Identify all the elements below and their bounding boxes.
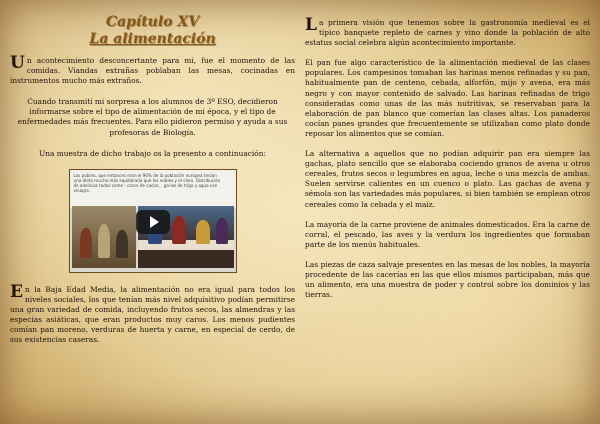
left-column	[10, 0, 295, 345]
drop-cap: U	[10, 53, 25, 73]
play-button[interactable]	[136, 210, 170, 234]
video-embed[interactable]	[69, 169, 237, 273]
middle-ages-text: n la Baja Edad Media, la alimentación no era igual para todos los niveles sociales, los que tenían más nivel adquisitivo podían permitirse una gran variedad de comida, incluyendo frutos secos, las almendras y las especias asiáticas, que eran productos muy caros. Los menos pudientes comían pan moreno, verduras de huerta y carne, en especial de cerdo, de sus existencias caseras.	[10, 284, 295, 345]
right-column	[305, 0, 590, 300]
bread-paragraph: El pan fue algo característico de la alimentación medieval de las clases populares. Los campesinos tomaban las harinas menos refinadas y su pan, habitualmente pan de centeno, cebada, alforfón, mijo y avena, era más negro y con mayor contenido de salvado. Las harinas refinadas de trigo consideradas como unas de las más nutritivas, se reservaban para la elaboración de pan blanco que comerían las clases altas. Los panaderos cocían panes grandes que frecuentemente se utilizaban como plato donde reposar los alimentos que se comían.	[305, 58, 590, 138]
chapter-number: Capítulo XV	[105, 14, 200, 30]
middle-ages-paragraph	[10, 281, 295, 346]
chapter-title	[10, 14, 295, 48]
intro-text: n acontecimiento desconcertante para mí, fue el momento de las comidas. Viandas extrañas poblaban las mesas, cocinadas en instrumentos mucho más extraños.	[10, 56, 295, 86]
meat-paragraph: La mayoría de la carne proviene de animales domesticados. Era la carne de corral, el pescado, las aves y la verdura los ingredientes que formaban parte de los menús habituales.	[305, 219, 590, 249]
students-paragraph: Cuando transmití mi sorpresa a los alumnos de 3º ESO, decidieron informarse sobre el tipo de alimentación de mi época, y el tipo de enfermedades más frecuentes. Para ello pidieron permiso y ayuda a sus profesoras de Biología.	[17, 97, 288, 137]
banquet-paragraph	[305, 15, 590, 48]
porridge-paragraph: La alternativa a aquellos que no podían adquirir pan era siempre las gachas, plato sencillo que se elaboraba cociendo granos de avena u otros cereales, frutos secos o legumbres en agua, leche o una mezcla de ambas. Suelen servirse calientes en un cuenco o plato. Las gachas de avena y sémola son las variedades más populares, si bien también se emplean otros cereales como la cebada y el maíz.	[305, 149, 590, 209]
intro-paragraph	[10, 53, 295, 86]
video-caption: Los pobres, que entonces eran el 90% de la población europea tenían una dieta mucho más equilibrada que los nobles y el clero. Distribución de adelicias todos come : carne de caciar, , ga-las de trigo y agua con vinagre.	[73, 172, 221, 194]
video-scene-left	[72, 206, 136, 268]
chapter-subtitle: La alimentación	[89, 31, 216, 47]
drop-cap-l: L	[305, 15, 317, 35]
drop-cap-e: E	[10, 281, 23, 302]
sample-intro: Una muestra de dicho trabajo os la presento a continuación:	[39, 148, 266, 158]
banquet-text: a primera visión que tenemos sobre la gastronomía medieval es el típico banquete repleto de carnes y vino donde la población de alto estatus social celebra algún acontecimiento importante.	[305, 18, 590, 48]
video-caption-area	[70, 170, 236, 208]
hunting-paragraph: Las piezas de caza salvaje presentes en las mesas de los nobles, la mayoría procedente de las cacerías en las que ellos mismos participaban, más que un alimento, era una muestra de poder y control sobre los dominios y las tierras.	[305, 259, 590, 300]
